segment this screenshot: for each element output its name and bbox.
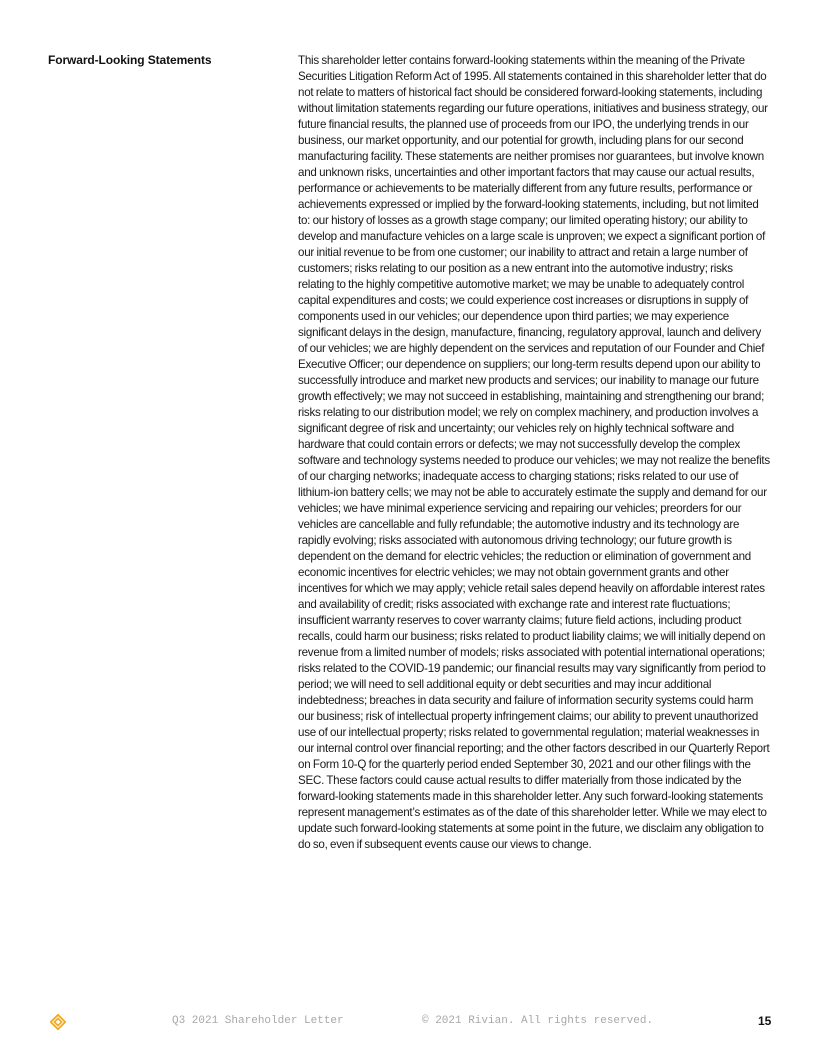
footer-copyright: © 2021 Rivian. All rights reserved. [422, 1015, 654, 1027]
page-footer [0, 1012, 820, 1032]
forward-looking-statements-body: This shareholder letter contains forward-looking statements within the meaning of the Private Securities Litigation Reform Act of 1995. All statements contained in this shareholder letter that do not relate to matters of historical fact should be considered forward-looking statements, including without limitation statements regarding our future operations, initiatives and business strategy, our future financial results, the planned use of proceeds from our IPO, the underlying trends in our business, our market opportunity, and our potential for growth, including plans for our second manufacturing facility. These statements are neither promises nor guarantees, but involve known and unknown risks, uncertainties and other important factors that may cause our actual results, performance or achievements to be materially different from any future results, performance or achievements expressed or implied by the forward-looking statements, including, but not limited to: our history of losses as a growth stage company; our limited operating history; our ability to develop and manufacture vehicles on a large scale is unproven; we expect a significant portion of our initial revenue to be from one customer; our inability to attract and retain a large number of customers; risks relating to our position as a new entrant into the automotive industry; risks relating to the highly competitive automotive market; we may be unable to adequately control capital expenditures and costs; we could experience cost increases or disruptions in supply of components used in our vehicles; our dependence upon third parties; we may experience significant delays in the design, manufacture, financing, regulatory approval, launch and delivery of our vehicles; we are highly dependent on the services and reputation of our Founder and Chief Executive Officer; our dependence on suppliers; our long-term results depend upon our ability to successfully introduce and market new products and services; our inability to manage our future growth effectively; we may not succeed in establishing, maintaining and strengthening our brand; risks relating to our distribution model; we rely on complex machinery, and production involves a significant degree of risk and uncertainty; our vehicles rely on highly technical software and hardware that could contain errors or defects; we may not successfully develop the complex software and technology systems needed to produce our vehicles; we may not realize the benefits of our charging networks; inadequate access to charging stations; risks related to our use of lithium-ion battery cells; we may not be able to accurately estimate the supply and demand for our vehicles; we have minimal experience servicing and repairing our vehicles; preorders for our vehicles are cancellable and fully refundable; the automotive industry and its technology are rapidly evolving; risks associated with autonomous driving technology; our future growth is dependent on the demand for electric vehicles; the reduction or elimination of government and economic incentives for electric vehicles; we may not obtain government grants and other incentives for which we may apply; vehicle retail sales depend heavily on affordable interest rates and availability of credit; risks associated with exchange rate and interest rate fluctuations; insufficient warranty reserves to cover warranty claims; future field actions, including product recalls, could harm our business; risks related to product liability claims; we will initially depend on revenue from a limited number of models; risks associated with potential international operations; risks related to the COVID-19 pandemic; our financial results may vary significantly from period to period; we will need to sell additional equity or debt securities and may incur additional indebtedness; breaches in data security and failure of information security systems could harm our business; risk of intellectual property infringement claims; our ability to prevent unauthorized use of our intellectual property; risks related to governmental regulation; material weaknesses in our internal control over financial reporting; and the other factors described in our Quarterly Report on Form 10-Q for the quarterly period ended September 30, 2021 and our other filings with the SEC. These factors could cause actual results to differ materially from those indicated by the forward-looking statements made in this shareholder letter. Any such forward-looking statements represent management’s estimates as of the date of this shareholder letter. While we may elect to update such forward-looking statements at some point in the future, we disclaim any obligation to do so, even if subsequent events cause our views to change. [298, 54, 770, 851]
rivian-diamond-logo-icon [50, 1014, 66, 1030]
section-title: Forward-Looking Statements [48, 53, 212, 67]
page-number: 15 [758, 1014, 772, 1028]
footer-document-title: Q3 2021 Shareholder Letter [172, 1015, 344, 1027]
